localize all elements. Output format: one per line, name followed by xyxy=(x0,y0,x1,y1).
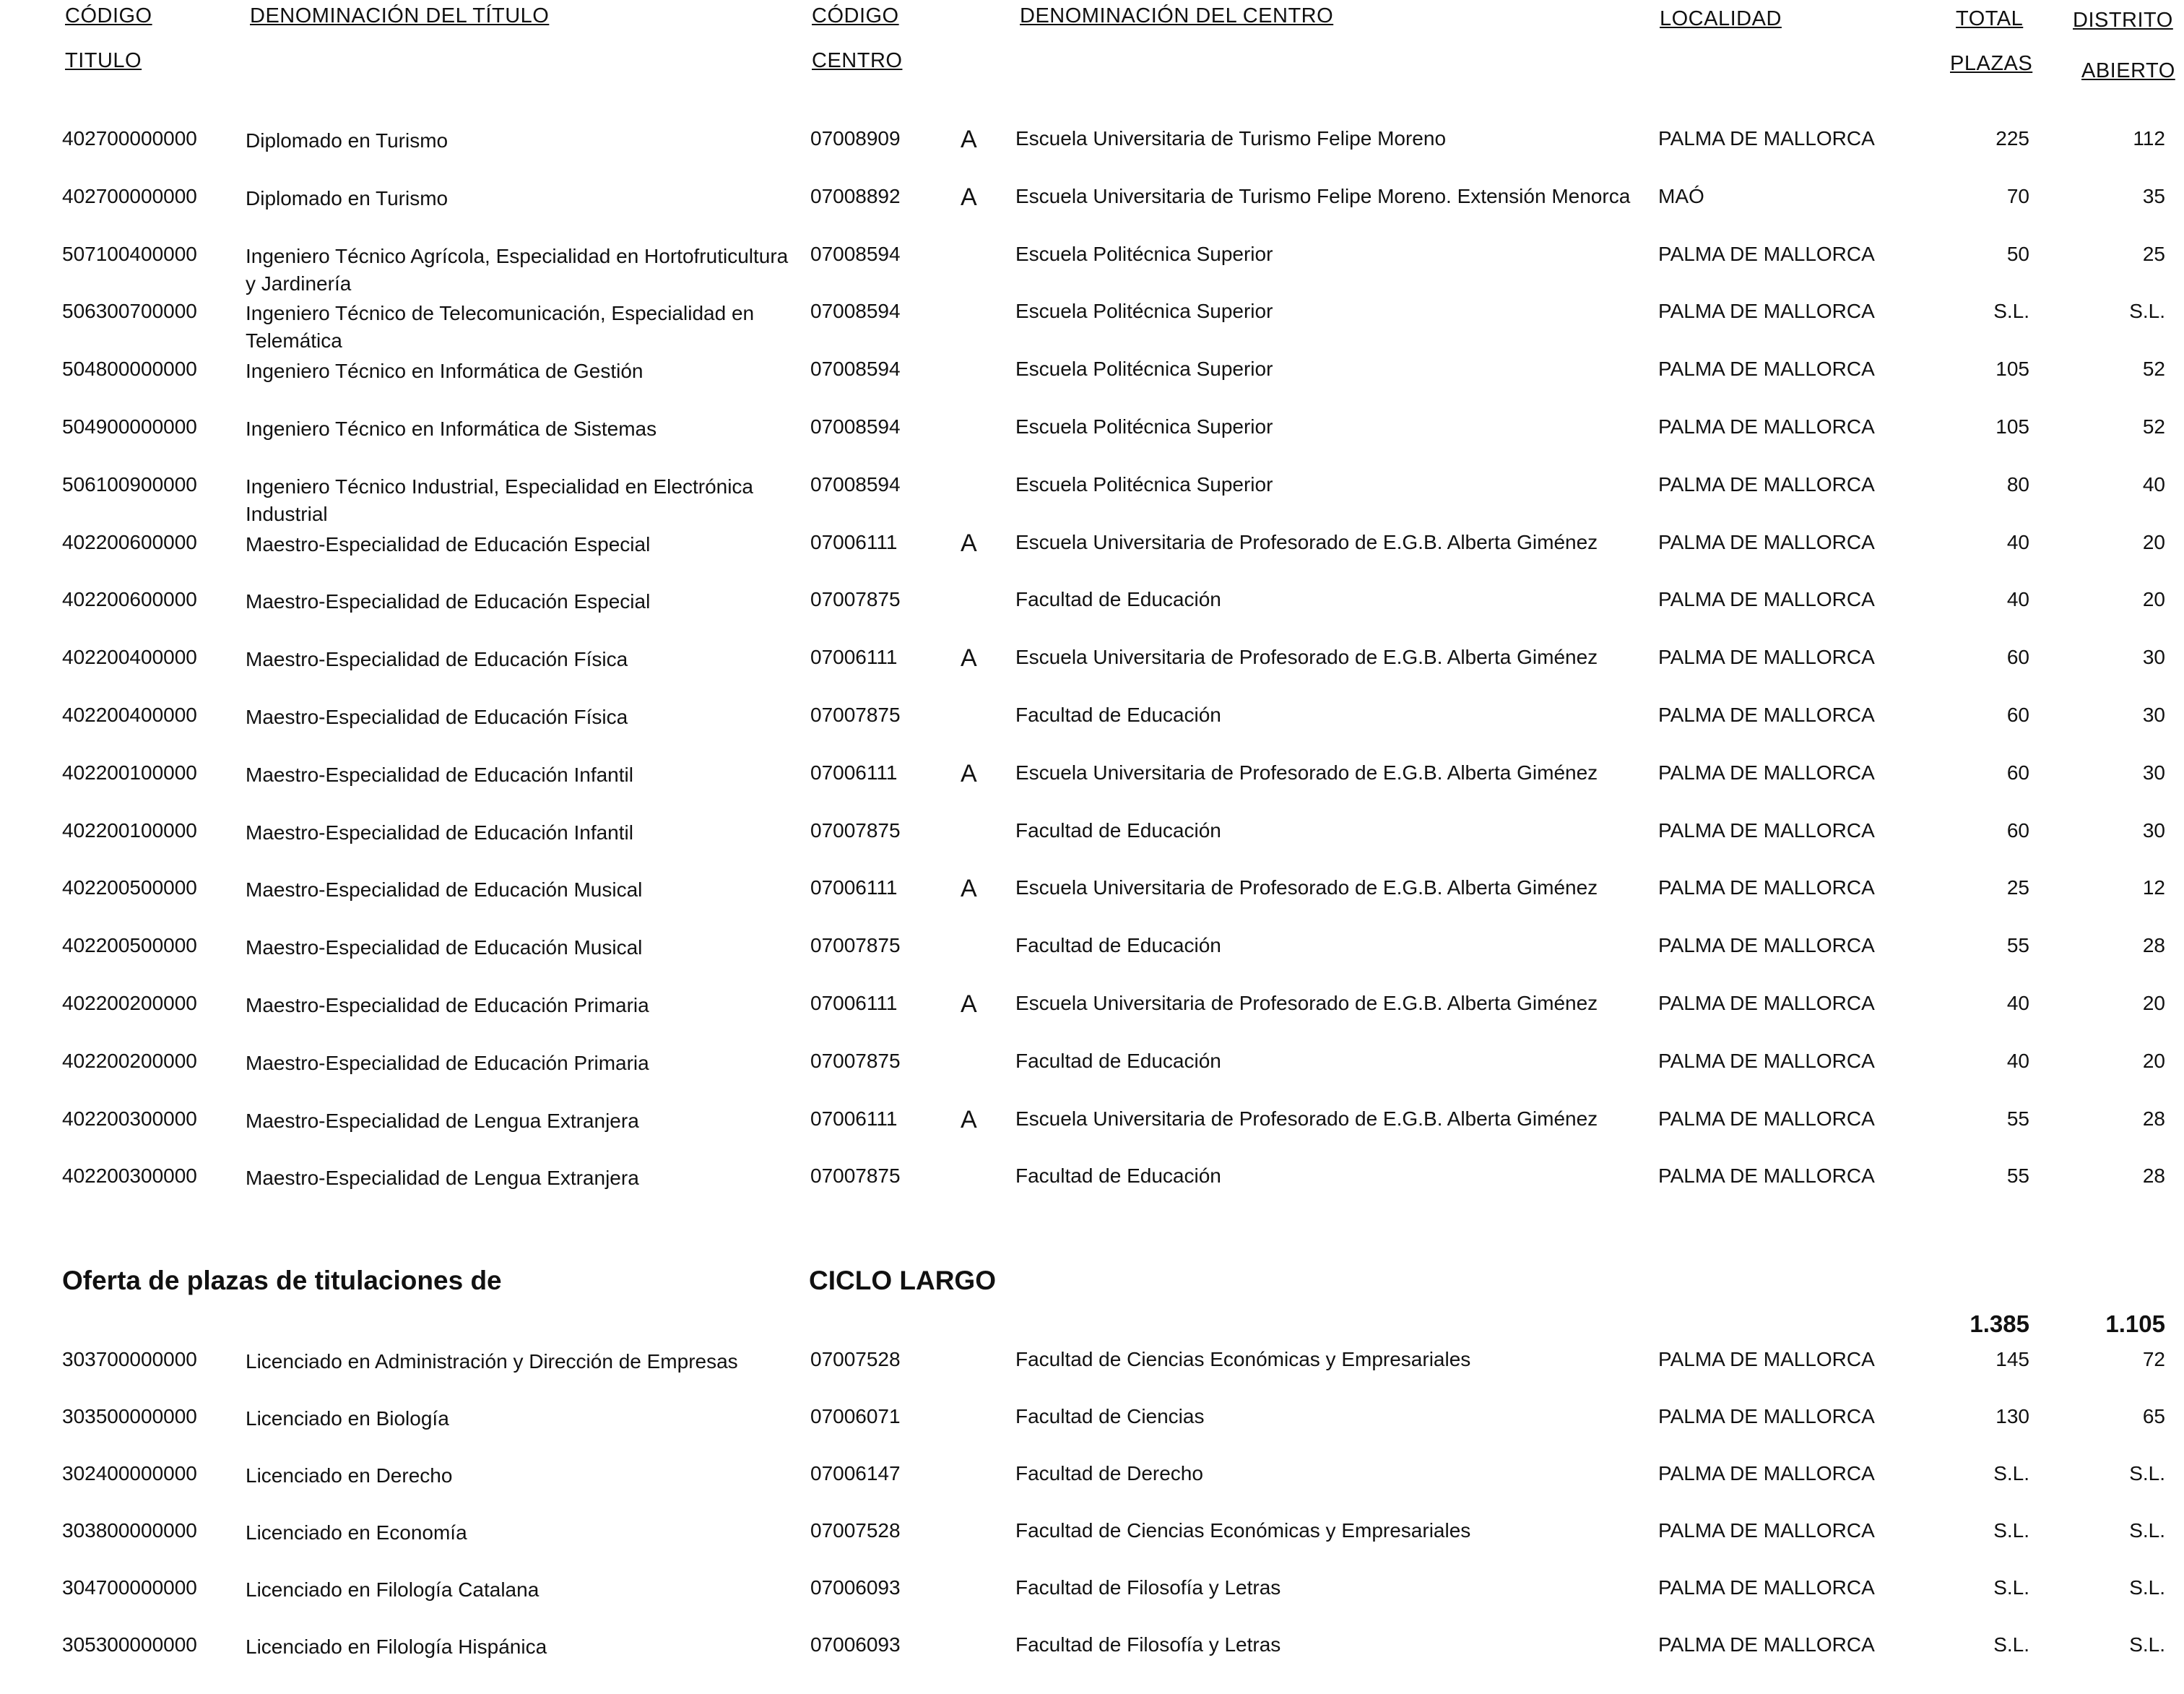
header-codigo-titulo-line2: TITULO xyxy=(65,49,142,72)
center-code: 07008892 xyxy=(810,184,901,207)
table-row xyxy=(0,1348,2184,1391)
center-flag: A xyxy=(961,1105,977,1133)
center-name: Facultad de Educación xyxy=(1015,588,1221,611)
center-code: 07006071 xyxy=(810,1405,901,1427)
center-name: Facultad de Educación xyxy=(1015,934,1221,957)
distrito-abierto: 20 xyxy=(2142,588,2165,611)
center-name: Escuela Universitaria de Profesorado de E.G.B. Alberta Giménez xyxy=(1015,992,1598,1014)
total-plazas: 50 xyxy=(2006,242,2029,265)
center-name: Facultad de Educación xyxy=(1015,818,1221,842)
center-code: 07007875 xyxy=(810,1049,901,1072)
grand-total-distrito-abierto: 1.105 xyxy=(2105,1310,2165,1337)
distrito-abierto: 52 xyxy=(2142,358,2165,381)
center-name: Facultad de Ciencias xyxy=(1015,1405,1205,1427)
distrito-abierto: 65 xyxy=(2142,1405,2165,1427)
distrito-abierto: 40 xyxy=(2142,472,2165,496)
locality: PALMA DE MALLORCA xyxy=(1658,761,1875,784)
title-name: Maestro-Especialidad de Lengua Extranjera xyxy=(246,1109,639,1132)
distrito-abierto: 72 xyxy=(2142,1348,2165,1370)
center-name: Facultad de Educación xyxy=(1015,1049,1221,1072)
header-codigo-titulo-line1: CÓDIGO xyxy=(65,4,152,27)
title-code: 506100900000 xyxy=(62,472,197,496)
distrito-abierto: 28 xyxy=(2142,1164,2165,1188)
total-plazas: 225 xyxy=(1996,127,2029,150)
title-code: 402200200000 xyxy=(62,992,197,1014)
title-code: 402200400000 xyxy=(62,704,197,726)
distrito-abierto: S.L. xyxy=(2129,1519,2165,1542)
title-code: 507100400000 xyxy=(62,242,197,265)
distrito-abierto: 20 xyxy=(2142,992,2165,1014)
center-name: Escuela Politécnica Superior xyxy=(1015,300,1273,323)
table-row xyxy=(0,531,2184,574)
center-flag: A xyxy=(961,644,977,673)
total-plazas: 40 xyxy=(2006,1049,2029,1072)
distrito-abierto: 35 xyxy=(2142,184,2165,207)
center-code: 07008594 xyxy=(810,242,901,265)
table-row xyxy=(0,992,2184,1035)
header-distrito-abierto-line2: ABIERTO xyxy=(2081,59,2175,82)
table-row xyxy=(0,1107,2184,1151)
table-row xyxy=(0,876,2184,920)
table-row xyxy=(0,127,2184,170)
distrito-abierto: 28 xyxy=(2142,1107,2165,1130)
title-code: 504800000000 xyxy=(62,358,197,381)
locality: PALMA DE MALLORCA xyxy=(1658,530,1875,553)
locality: PALMA DE MALLORCA xyxy=(1658,1164,1875,1188)
center-code: 07008594 xyxy=(810,358,901,381)
center-name: Escuela Universitaria de Profesorado de E.G.B. Alberta Giménez xyxy=(1015,1107,1598,1130)
distrito-abierto: 30 xyxy=(2142,646,2165,669)
locality: PALMA DE MALLORCA xyxy=(1658,127,1875,150)
center-code: 07006111 xyxy=(810,530,898,553)
center-name: Escuela Universitaria de Turismo Felipe Moreno. Extensión Menorca xyxy=(1015,184,1631,207)
locality: PALMA DE MALLORCA xyxy=(1658,242,1875,265)
title-code: 506300700000 xyxy=(62,300,197,323)
center-code: 07006093 xyxy=(810,1576,901,1599)
distrito-abierto: 52 xyxy=(2142,415,2165,438)
center-code: 07006093 xyxy=(810,1633,901,1656)
total-plazas: 40 xyxy=(2006,992,2029,1014)
locality: PALMA DE MALLORCA xyxy=(1658,1049,1875,1072)
title-code: 402700000000 xyxy=(62,184,197,207)
total-plazas: 60 xyxy=(2006,761,2029,784)
locality: PALMA DE MALLORCA xyxy=(1658,818,1875,842)
total-plazas: 105 xyxy=(1996,415,2029,438)
title-code: 402200100000 xyxy=(62,761,197,784)
center-flag: A xyxy=(961,990,977,1018)
center-code: 07006111 xyxy=(810,876,898,899)
title-name: Diplomado en Turismo xyxy=(246,129,448,152)
center-code: 07008909 xyxy=(810,127,901,150)
title-code: 402200100000 xyxy=(62,818,197,842)
title-name: Maestro-Especialidad de Educación Musical xyxy=(246,878,643,902)
title-name: Maestro-Especialidad de Educación Especial xyxy=(246,532,651,556)
locality: MAÓ xyxy=(1658,184,1704,207)
header-total-plazas-line2: PLAZAS xyxy=(1950,52,2033,75)
center-flag: A xyxy=(961,875,977,903)
locality: PALMA DE MALLORCA xyxy=(1658,300,1875,323)
total-plazas: 70 xyxy=(2006,184,2029,207)
title-code: 504900000000 xyxy=(62,415,197,438)
header-denominacion-centro: DENOMINACIÓN DEL CENTRO xyxy=(1020,4,1334,27)
center-name: Escuela Universitaria de Profesorado de E.G.B. Alberta Giménez xyxy=(1015,761,1598,784)
title-code: 402200300000 xyxy=(62,1164,197,1188)
locality: PALMA DE MALLORCA xyxy=(1658,876,1875,899)
locality: PALMA DE MALLORCA xyxy=(1658,1519,1875,1542)
title-name: Licenciado en Biología xyxy=(246,1407,449,1430)
title-code: 304700000000 xyxy=(62,1576,197,1599)
total-plazas: 40 xyxy=(2006,588,2029,611)
title-name: Maestro-Especialidad de Educación Especial xyxy=(246,590,651,613)
title-code: 402700000000 xyxy=(62,127,197,150)
section-cycle: CICLO LARGO xyxy=(809,1266,996,1295)
center-code: 07008594 xyxy=(810,300,901,323)
title-code: 303500000000 xyxy=(62,1405,197,1427)
center-flag: A xyxy=(961,126,977,153)
total-plazas: 145 xyxy=(1996,1348,2029,1370)
table-row xyxy=(0,1633,2184,1677)
center-name: Facultad de Ciencias Económicas y Empresariales xyxy=(1015,1348,1471,1370)
locality: PALMA DE MALLORCA xyxy=(1658,472,1875,496)
center-name: Facultad de Filosofía y Letras xyxy=(1015,1633,1281,1656)
center-code: 07006111 xyxy=(810,761,898,784)
center-flag: A xyxy=(961,529,977,557)
title-code: 303700000000 xyxy=(62,1348,197,1370)
table-row xyxy=(0,1050,2184,1093)
title-code: 402200200000 xyxy=(62,1049,197,1072)
center-flag: A xyxy=(961,183,977,211)
title-code: 303800000000 xyxy=(62,1519,197,1542)
center-name: Facultad de Educación xyxy=(1015,1164,1221,1188)
center-code: 07007528 xyxy=(810,1348,901,1370)
total-plazas: 130 xyxy=(1996,1405,2029,1427)
locality: PALMA DE MALLORCA xyxy=(1658,1107,1875,1130)
title-name: Ingeniero Técnico Agrícola, Especialidad en Hortofruticultura y Jardinería xyxy=(246,244,789,295)
distrito-abierto: S.L. xyxy=(2129,1576,2165,1599)
distrito-abierto: 112 xyxy=(2133,127,2165,150)
title-name: Ingeniero Técnico en Informática de Gestión xyxy=(246,360,644,383)
distrito-abierto: 25 xyxy=(2142,242,2165,265)
locality: PALMA DE MALLORCA xyxy=(1658,1576,1875,1599)
section-title: Oferta de plazas de titulaciones de xyxy=(62,1266,502,1295)
title-name: Maestro-Especialidad de Educación Infantil xyxy=(246,821,633,844)
table-row xyxy=(0,588,2184,631)
center-name: Escuela Politécnica Superior xyxy=(1015,242,1273,265)
title-name: Ingeniero Técnico Industrial, Especialidad en Electrónica Industrial xyxy=(246,475,754,525)
distrito-abierto: 30 xyxy=(2142,818,2165,842)
table-row xyxy=(0,1405,2184,1448)
table-row xyxy=(0,185,2184,228)
title-code: 402200500000 xyxy=(62,934,197,957)
distrito-abierto: 20 xyxy=(2142,530,2165,553)
title-name: Maestro-Especialidad de Educación Primaria xyxy=(246,1051,649,1074)
title-name: Maestro-Especialidad de Educación Musical xyxy=(246,936,643,959)
table-row xyxy=(0,1576,2184,1620)
title-code: 402200300000 xyxy=(62,1107,197,1130)
locality: PALMA DE MALLORCA xyxy=(1658,646,1875,669)
center-code: 07007875 xyxy=(810,818,901,842)
center-name: Facultad de Filosofía y Letras xyxy=(1015,1576,1281,1599)
center-name: Escuela Universitaria de Profesorado de E.G.B. Alberta Giménez xyxy=(1015,876,1598,899)
locality: PALMA DE MALLORCA xyxy=(1658,1462,1875,1485)
center-name: Escuela Universitaria de Turismo Felipe Moreno xyxy=(1015,127,1447,150)
table-row xyxy=(0,1164,2184,1208)
grand-total-plazas: 1.385 xyxy=(1970,1310,2029,1337)
center-name: Escuela Universitaria de Profesorado de E.G.B. Alberta Giménez xyxy=(1015,646,1598,669)
distrito-abierto: 12 xyxy=(2142,876,2165,899)
title-name: Licenciado en Economía xyxy=(246,1521,467,1544)
locality: PALMA DE MALLORCA xyxy=(1658,1348,1875,1370)
total-plazas: 55 xyxy=(2006,934,2029,957)
title-code: 402200400000 xyxy=(62,646,197,669)
distrito-abierto: S.L. xyxy=(2129,300,2165,323)
total-plazas: S.L. xyxy=(1993,1576,2029,1599)
header-localidad: LOCALIDAD xyxy=(1660,7,1782,30)
table-row xyxy=(0,934,2184,977)
center-code: 07006147 xyxy=(810,1462,901,1485)
header-codigo-centro-line1: CÓDIGO xyxy=(812,4,899,27)
locality: PALMA DE MALLORCA xyxy=(1658,588,1875,611)
table-row xyxy=(0,704,2184,747)
center-code: 07006111 xyxy=(810,1107,898,1130)
center-code: 07007875 xyxy=(810,934,901,957)
table-row xyxy=(0,358,2184,401)
center-name: Facultad de Derecho xyxy=(1015,1462,1203,1485)
total-plazas: 60 xyxy=(2006,704,2029,726)
total-plazas: S.L. xyxy=(1993,1519,2029,1542)
table-row xyxy=(0,1519,2184,1563)
header-codigo-centro-line2: CENTRO xyxy=(812,49,903,72)
locality: PALMA DE MALLORCA xyxy=(1658,704,1875,726)
center-flag: A xyxy=(961,759,977,787)
locality: PALMA DE MALLORCA xyxy=(1658,992,1875,1014)
table-row xyxy=(0,819,2184,863)
title-name: Maestro-Especialidad de Educación Primaria xyxy=(246,994,649,1016)
title-name: Ingeniero Técnico en Informática de Sistemas xyxy=(246,418,657,440)
title-name: Ingeniero Técnico de Telecomunicación, Especialidad en Telemática xyxy=(246,302,755,353)
center-name: Escuela Politécnica Superior xyxy=(1015,358,1273,381)
center-code: 07007875 xyxy=(810,588,901,611)
locality: PALMA DE MALLORCA xyxy=(1658,1405,1875,1427)
title-code: 402200600000 xyxy=(62,530,197,553)
distrito-abierto: 28 xyxy=(2142,934,2165,957)
title-name: Licenciado en Derecho xyxy=(246,1464,453,1487)
center-code: 07007875 xyxy=(810,704,901,726)
title-name: Maestro-Especialidad de Educación Física xyxy=(246,648,628,671)
header-denominacion-titulo: DENOMINACIÓN DEL TÍTULO xyxy=(250,4,550,27)
table-row xyxy=(0,761,2184,805)
distrito-abierto: 30 xyxy=(2142,704,2165,726)
table-row xyxy=(0,472,2184,525)
center-name: Facultad de Ciencias Económicas y Empresariales xyxy=(1015,1519,1471,1542)
total-plazas: 80 xyxy=(2006,472,2029,496)
title-code: 402200600000 xyxy=(62,588,197,611)
total-plazas: 55 xyxy=(2006,1107,2029,1130)
header-distrito-abierto-line1: DISTRITO xyxy=(2073,9,2173,32)
center-code: 07007875 xyxy=(810,1164,901,1188)
title-name: Licenciado en Filología Catalana xyxy=(246,1578,540,1601)
center-code: 07008594 xyxy=(810,415,901,438)
locality: PALMA DE MALLORCA xyxy=(1658,934,1875,957)
center-name: Escuela Politécnica Superior xyxy=(1015,415,1273,438)
title-name: Maestro-Especialidad de Lengua Extranjera xyxy=(246,1167,639,1190)
title-code: 402200500000 xyxy=(62,876,197,899)
total-plazas: 25 xyxy=(2006,876,2029,899)
title-code: 302400000000 xyxy=(62,1462,197,1485)
total-plazas: S.L. xyxy=(1993,1462,2029,1485)
total-plazas: 55 xyxy=(2006,1164,2029,1188)
locality: PALMA DE MALLORCA xyxy=(1658,1633,1875,1656)
center-code: 07006111 xyxy=(810,646,898,669)
center-name: Escuela Politécnica Superior xyxy=(1015,472,1273,496)
distrito-abierto: 20 xyxy=(2142,1049,2165,1072)
total-plazas: 40 xyxy=(2006,530,2029,553)
center-code: 07008594 xyxy=(810,472,901,496)
table-row xyxy=(0,415,2184,459)
distrito-abierto: S.L. xyxy=(2129,1633,2165,1656)
table-row xyxy=(0,646,2184,689)
header-total-plazas-line1: TOTAL xyxy=(1956,7,2024,30)
table-row xyxy=(0,1462,2184,1505)
total-plazas: S.L. xyxy=(1993,300,2029,323)
center-code: 07007528 xyxy=(810,1519,901,1542)
center-name: Escuela Universitaria de Profesorado de E.G.B. Alberta Giménez xyxy=(1015,530,1598,553)
locality: PALMA DE MALLORCA xyxy=(1658,358,1875,381)
title-name: Maestro-Especialidad de Educación Física xyxy=(246,706,628,728)
title-name: Licenciado en Administración y Dirección de Empresas xyxy=(246,1350,738,1373)
title-code: 305300000000 xyxy=(62,1633,197,1656)
total-plazas: 60 xyxy=(2006,646,2029,669)
total-plazas: 105 xyxy=(1996,358,2029,381)
center-code: 07006111 xyxy=(810,992,898,1014)
total-plazas: S.L. xyxy=(1993,1633,2029,1656)
title-name: Licenciado en Filología Hispánica xyxy=(246,1635,547,1658)
title-name: Maestro-Especialidad de Educación Infantil xyxy=(246,763,633,786)
table-row xyxy=(0,300,2184,353)
distrito-abierto: S.L. xyxy=(2129,1462,2165,1485)
distrito-abierto: 30 xyxy=(2142,761,2165,784)
title-name: Diplomado en Turismo xyxy=(246,186,448,209)
center-name: Facultad de Educación xyxy=(1015,704,1221,726)
total-plazas: 60 xyxy=(2006,818,2029,842)
locality: PALMA DE MALLORCA xyxy=(1658,415,1875,438)
table-row xyxy=(0,242,2184,295)
